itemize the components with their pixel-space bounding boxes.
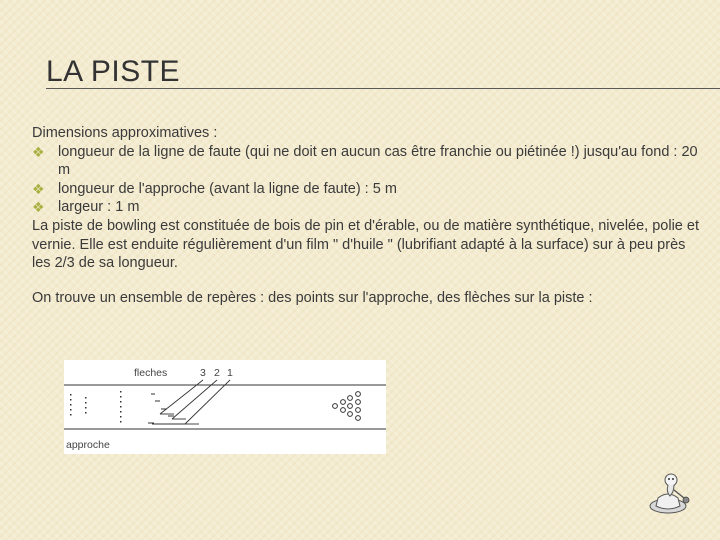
arrow-number-3: 3 xyxy=(200,367,206,379)
bullet-text: longueur de l'approche (avant la ligne de faute) : 5 m xyxy=(58,180,397,197)
lane-description: La piste de bowling est constituée de bois de pin et d'érable, ou de matière synthétique, nivelée, polie et vernie. Elle est enduite régulièrement d'un film " d'huile " (lubrifiant adapté à la surface) sur à peu près les 2/3 de sa longueur. xyxy=(32,217,699,272)
approach-dots xyxy=(70,391,122,423)
lane-arrows xyxy=(148,394,174,423)
arrow-number-1: 1 xyxy=(227,367,233,379)
bullet-item xyxy=(32,143,704,180)
lane-diagram-svg xyxy=(64,360,386,454)
approach-label: approche xyxy=(66,439,110,451)
bullet-text: largeur : 1 m xyxy=(58,199,140,216)
arrow-number-2: 2 xyxy=(214,367,220,379)
markers-description: On trouve un ensemble de repères : des points sur l'approche, des flèches sur la piste : xyxy=(32,289,593,306)
slide-body xyxy=(32,124,704,307)
lane-diagram xyxy=(64,360,386,454)
slide-title: LA PISTE xyxy=(46,55,181,88)
arrow-guide-lines xyxy=(152,380,230,424)
intro-text: Dimensions approximatives : xyxy=(32,125,218,141)
diamond-bullet-icon: ❖ xyxy=(32,199,45,216)
bullet-item xyxy=(32,198,704,217)
arrows-label: fleches xyxy=(134,367,168,379)
title-underline xyxy=(46,88,720,89)
diamond-bullet-icon: ❖ xyxy=(32,180,45,197)
bullet-text: longueur de la ligne de faute (qui ne doit en aucun cas être franchie ou piétinée !) jusqu'au fond : 20 m xyxy=(58,143,698,179)
bowling-mascot-icon xyxy=(644,468,696,516)
bullet-item xyxy=(32,180,704,199)
diamond-bullet-icon: ❖ xyxy=(32,143,45,160)
bowling-pins xyxy=(333,392,361,421)
